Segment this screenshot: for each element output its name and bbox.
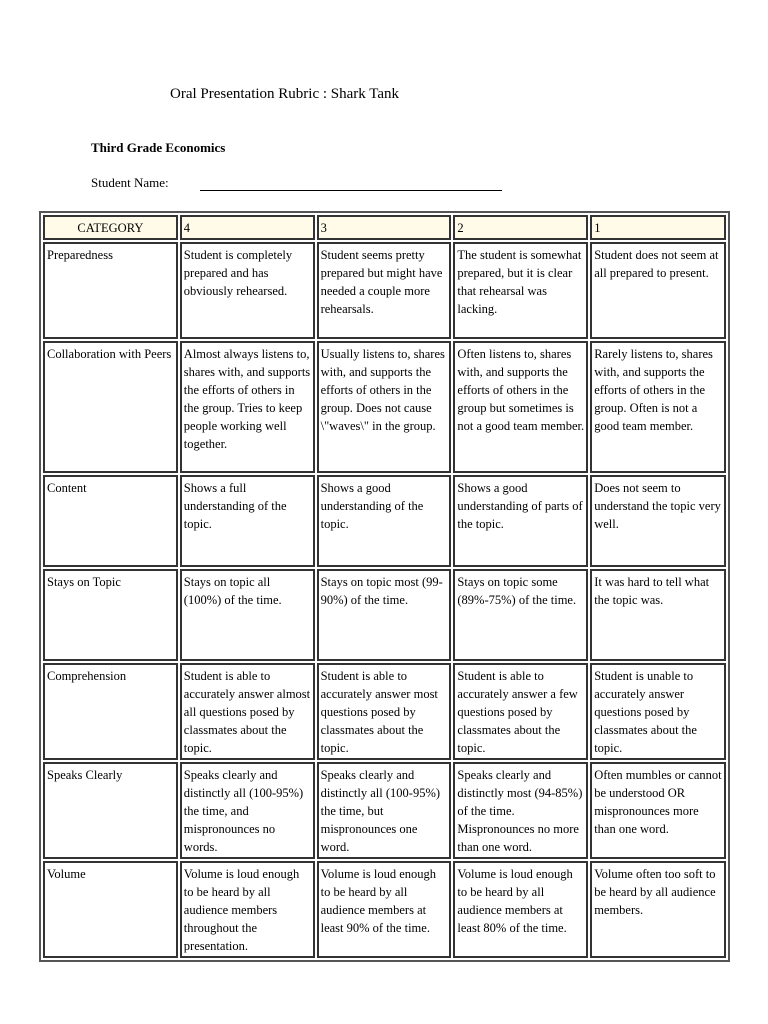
- table-row-preparedness: [43, 242, 726, 339]
- rubric-table: [39, 211, 730, 962]
- score-cell: Speaks clearly and distinctly most (94-85%) of the time. Mispronounces no more than one word.: [453, 762, 588, 859]
- header-cell-score-3: 3: [317, 215, 452, 240]
- score-cell: Speaks clearly and distinctly all (100-95%) the time, and mispronounces no words.: [180, 762, 315, 859]
- header-cell-score-4: 4: [180, 215, 315, 240]
- score-cell: Volume is loud enough to be heard by all audience members at least 80% of the time.: [453, 861, 588, 958]
- category-cell: Preparedness: [43, 242, 178, 339]
- score-cell: It was hard to tell what the topic was.: [590, 569, 726, 661]
- header-cell-score-2: 2: [453, 215, 588, 240]
- table-row-comprehension: [43, 663, 726, 760]
- rubric-table-container: [39, 211, 730, 962]
- table-header-row: [43, 215, 726, 240]
- table-row-speaks-clearly: [43, 762, 726, 859]
- score-cell: Rarely listens to, shares with, and supports the efforts of others in the group. Often is not a good team member.: [590, 341, 726, 473]
- student-name-blank-line: [200, 190, 502, 191]
- score-cell: Student is able to accurately answer most questions posed by classmates about the topic.: [317, 663, 452, 760]
- category-cell: Comprehension: [43, 663, 178, 760]
- score-cell: Almost always listens to, shares with, and supports the efforts of others in the group. Tries to keep people working well together.: [180, 341, 315, 473]
- score-cell: Volume often too soft to be heard by all audience members.: [590, 861, 726, 958]
- header-cell-category: CATEGORY: [43, 215, 178, 240]
- table-row-collaboration: [43, 341, 726, 473]
- score-cell: Student is completely prepared and has obviously rehearsed.: [180, 242, 315, 339]
- score-cell: Student is able to accurately answer almost all questions posed by classmates about the topic.: [180, 663, 315, 760]
- score-cell: Stays on topic some (89%-75%) of the time.: [453, 569, 588, 661]
- score-cell: Student seems pretty prepared but might have needed a couple more rehearsals.: [317, 242, 452, 339]
- category-cell: Speaks Clearly: [43, 762, 178, 859]
- score-cell: The student is somewhat prepared, but it is clear that rehearsal was lacking.: [453, 242, 588, 339]
- category-cell: Volume: [43, 861, 178, 958]
- table-row-stays-on-topic: [43, 569, 726, 661]
- table-row-volume: [43, 861, 726, 958]
- score-cell: Student does not seem at all prepared to present.: [590, 242, 726, 339]
- category-cell: Content: [43, 475, 178, 567]
- student-name-label: Student Name:: [91, 175, 169, 190]
- score-cell: Stays on topic most (99-90%) of the time.: [317, 569, 452, 661]
- category-cell: Collaboration with Peers: [43, 341, 178, 473]
- subtitle: Third Grade Economics: [91, 140, 226, 155]
- category-cell: Stays on Topic: [43, 569, 178, 661]
- score-cell: Stays on topic all (100%) of the time.: [180, 569, 315, 661]
- score-cell: Speaks clearly and distinctly all (100-95%) the time, but mispronounces one word.: [317, 762, 452, 859]
- page-title: Oral Presentation Rubric : Shark Tank: [170, 86, 400, 102]
- score-cell: Shows a good understanding of parts of the topic.: [453, 475, 588, 567]
- score-cell: Does not seem to understand the topic very well.: [590, 475, 726, 567]
- score-cell: Student is unable to accurately answer questions posed by classmates about the topic.: [590, 663, 726, 760]
- score-cell: Often mumbles or cannot be understood OR mispronounces more than one word.: [590, 762, 726, 859]
- score-cell: Usually listens to, shares with, and supports the efforts of others in the group. Does not cause \"waves\" in the group.: [317, 341, 452, 473]
- score-cell: Student is able to accurately answer a few questions posed by classmates about the topic.: [453, 663, 588, 760]
- header-cell-score-1: 1: [590, 215, 726, 240]
- score-cell: Volume is loud enough to be heard by all audience members at least 90% of the time.: [317, 861, 452, 958]
- score-cell: Shows a full understanding of the topic.: [180, 475, 315, 567]
- table-row-content: [43, 475, 726, 567]
- score-cell: Volume is loud enough to be heard by all audience members throughout the presentation.: [180, 861, 315, 958]
- score-cell: Shows a good understanding of the topic.: [317, 475, 452, 567]
- score-cell: Often listens to, shares with, and supports the efforts of others in the group but sometimes is not a good team member.: [453, 341, 588, 473]
